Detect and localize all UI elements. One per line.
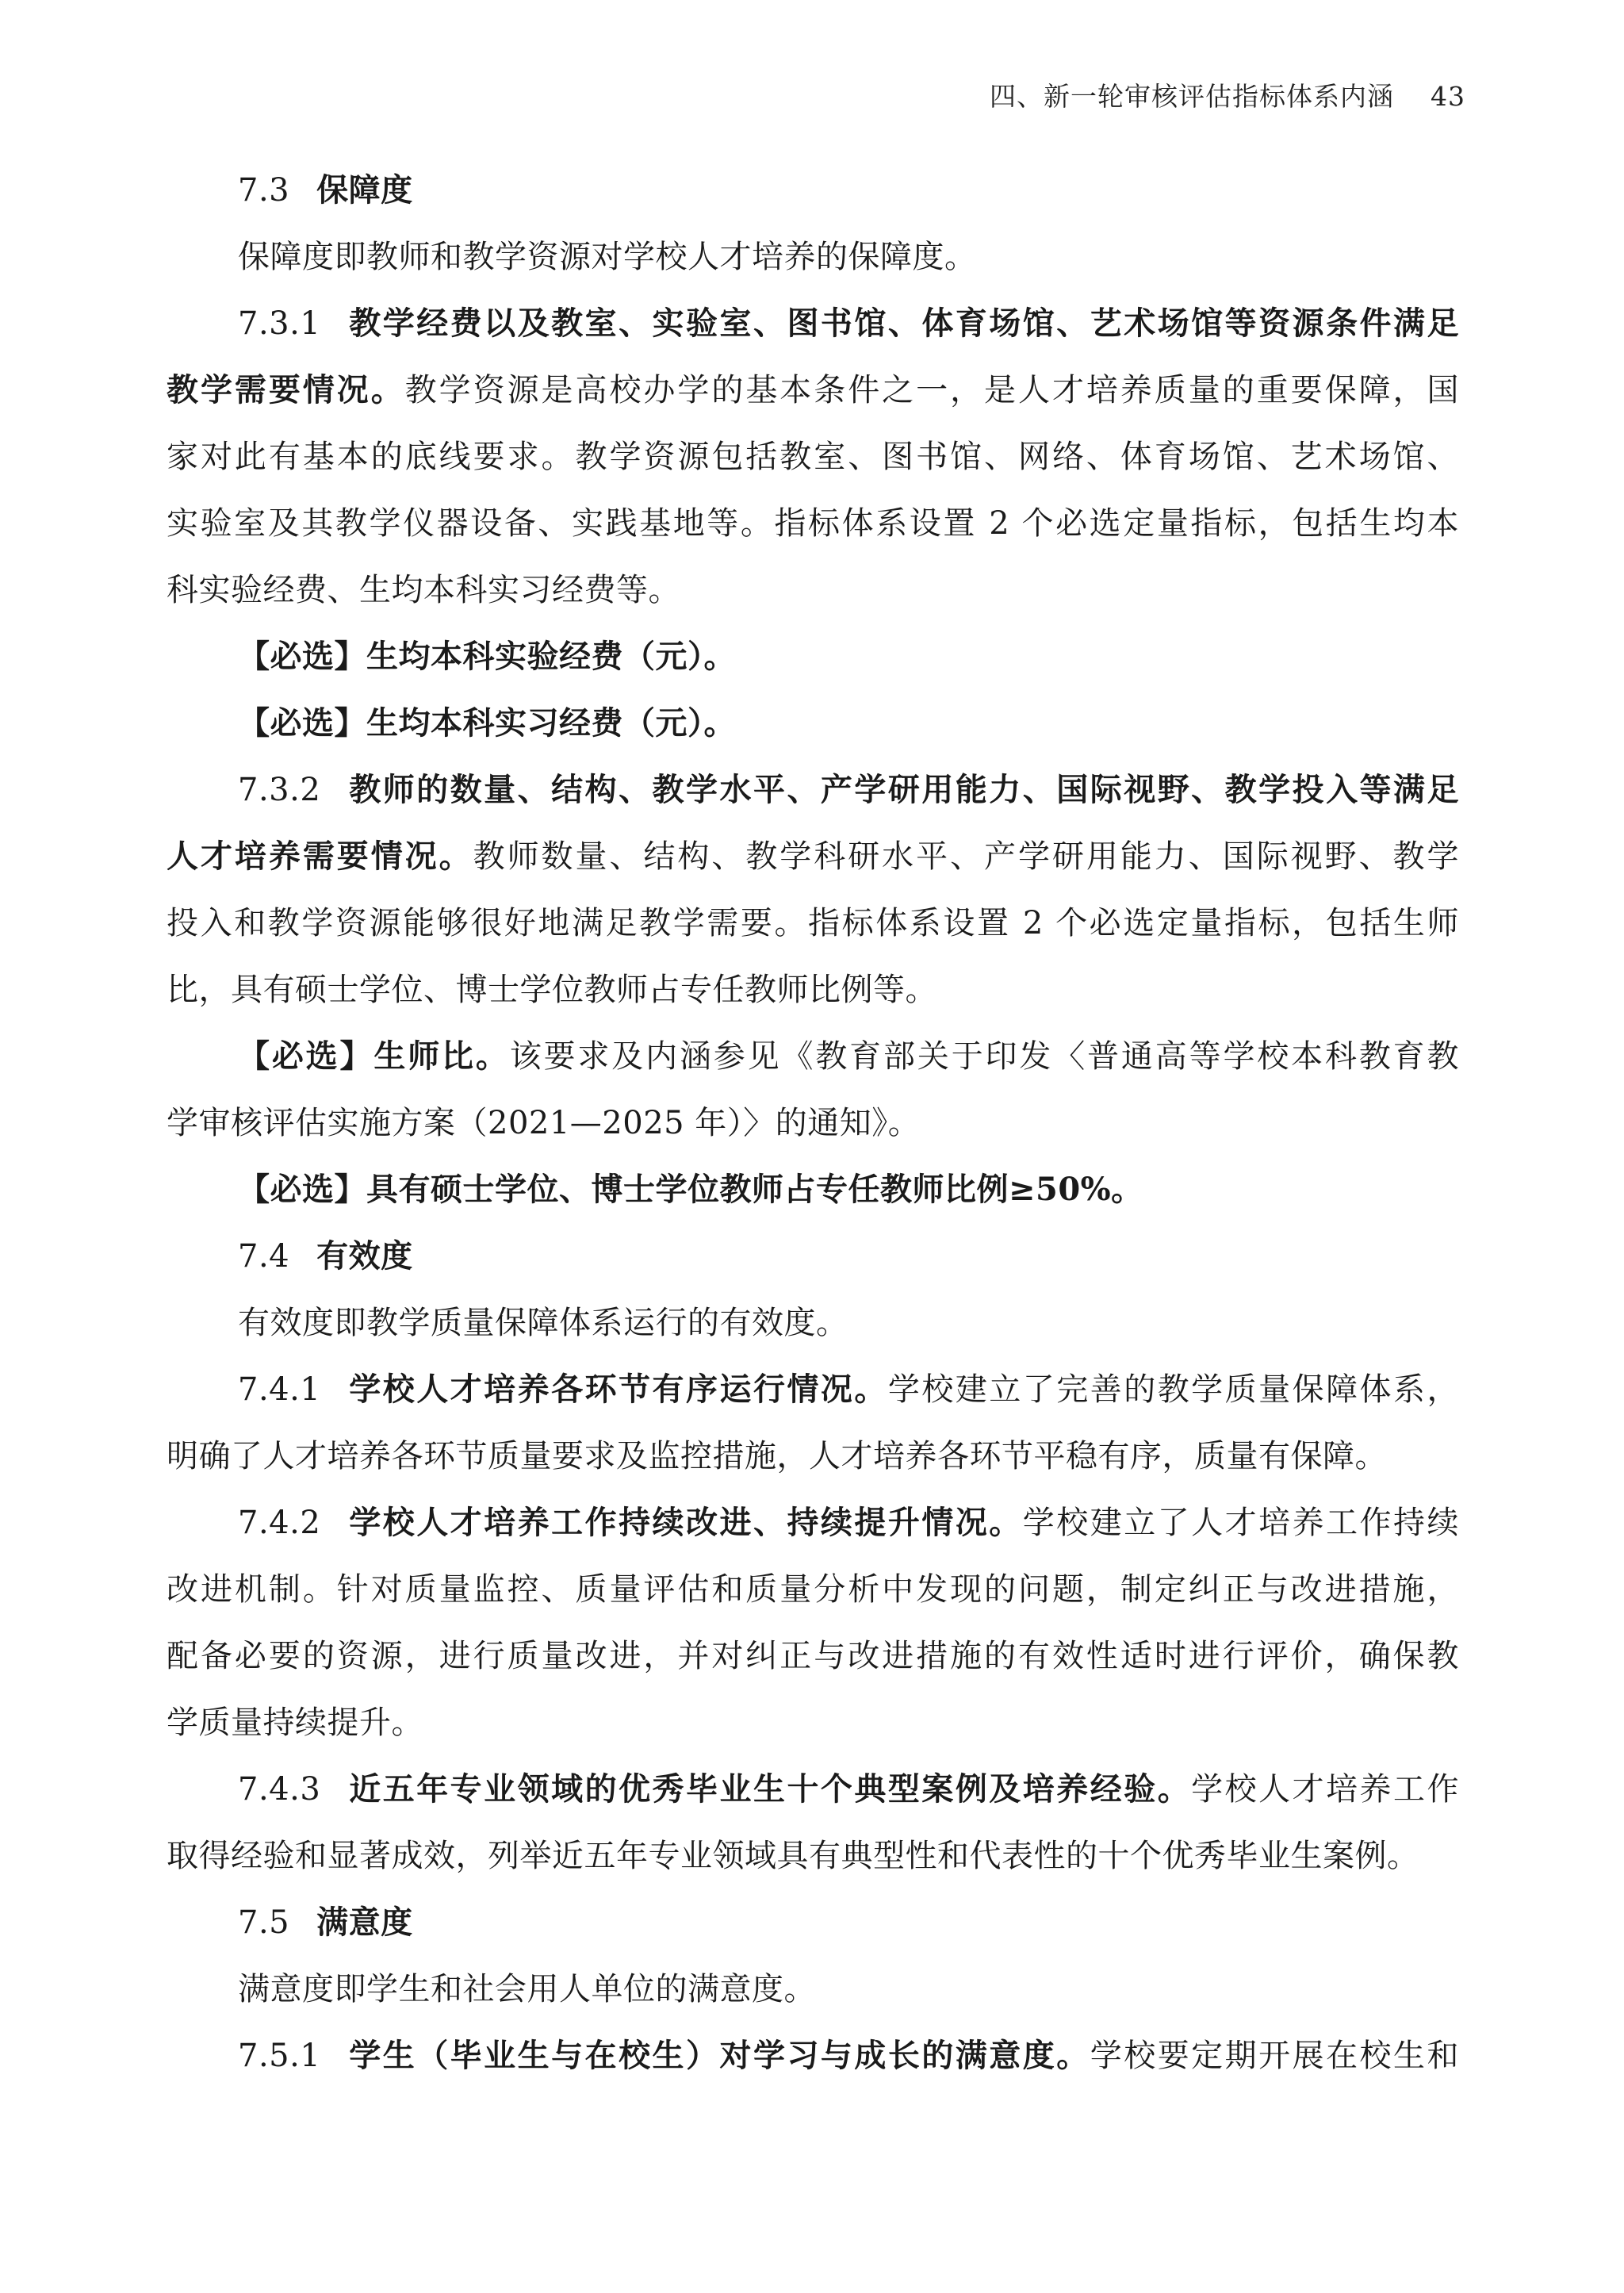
required-indicator: 【必选】具有硕士学位、博士学位教师占专任教师比例≥50%。 xyxy=(238,1171,1143,1208)
page-content xyxy=(167,157,1459,2089)
paragraph-text: 教学资源是高校办学的基本条件之一，是人才培养质量的重要保障，国 xyxy=(404,372,1460,408)
subsection-7-5-1 xyxy=(167,2023,1459,2089)
subsection-7-4-2 xyxy=(167,1490,1459,1556)
subsection-heading: 学校人才培养各环节有序运行情况。 xyxy=(347,1371,888,1408)
required-indicator: 【必选】生均本科实验经费（元）。 xyxy=(238,638,736,675)
paragraph-line: 学审核评估实施方案（2021—2025 年）〉的通知》。 xyxy=(167,1105,921,1141)
section-title: 保障度 xyxy=(316,171,413,209)
paragraph-line: 改进机制。针对质量监控、质量评估和质量分析中发现的问题，制定纠正与改进措施， xyxy=(167,1571,1459,1608)
subsection-number: 7.5.1 xyxy=(238,2038,321,2074)
subsection-number: 7.3.2 xyxy=(238,772,321,808)
section-heading-7-4 xyxy=(167,1223,1459,1290)
subsection-7-3-1-line-1 xyxy=(167,290,1459,357)
paragraph-text: 学校建立了完善的教学质量保障体系， xyxy=(887,1371,1460,1408)
subsection-heading: 教学经费以及教室、实验室、图书馆、体育场馆、艺术场馆等资源条件满足 xyxy=(347,305,1459,342)
section-title: 满意度 xyxy=(316,1904,413,1941)
section-heading-7-3 xyxy=(167,157,1459,224)
paragraph: 有效度即教学质量保障体系运行的有效度。 xyxy=(238,1305,848,1341)
subsection-number: 7.4.2 xyxy=(238,1505,321,1541)
required-indicator xyxy=(167,1023,1459,1090)
paragraph-line: 实验室及其教学仪器设备、实践基地等。指标体系设置 2 个必选定量指标，包括生均本 xyxy=(167,505,1459,542)
required-text: 该要求及内涵参见《教育部关于印发〈普通高等学校本科教育教 xyxy=(509,1038,1460,1075)
subsection-heading-cont: 教学需要情况。 xyxy=(167,371,405,408)
subsection-heading: 学生（毕业生与在校生）对学习与成长的满意度。 xyxy=(347,2037,1090,2074)
paragraph-text: 学校要定期开展在校生和 xyxy=(1090,2038,1460,2074)
paragraph-line: 明确了人才培养各环节质量要求及监控措施，人才培养各环节平稳有序，质量有保障。 xyxy=(167,1438,1387,1474)
required-indicator: 【必选】生均本科实习经费（元）。 xyxy=(238,704,736,742)
section-number: 7.4 xyxy=(238,1238,290,1275)
section-title: 有效度 xyxy=(316,1237,413,1275)
subsection-7-4-3 xyxy=(167,1756,1459,1823)
subsection-number: 7.3.1 xyxy=(238,305,321,342)
section-number: 7.3 xyxy=(238,172,290,209)
subsection-heading: 近五年专业领域的优秀毕业生十个典型案例及培养经验。 xyxy=(347,1770,1192,1808)
paragraph-line: 科实验经费、生均本科实习经费等。 xyxy=(167,572,680,608)
paragraph-text: 教师数量、结构、教学科研水平、产学研用能力、国际视野、教学 xyxy=(473,838,1460,875)
running-header xyxy=(990,76,1465,113)
paragraph-line xyxy=(167,823,1459,890)
paragraph-line: 取得经验和显著成效，列举近五年专业领域具有典型性和代表性的十个优秀毕业生案例。 xyxy=(167,1838,1419,1874)
page-number: 43 xyxy=(1431,81,1465,112)
subsection-7-4-1 xyxy=(167,1356,1459,1423)
paragraph: 保障度即教师和教学资源对学校人才培养的保障度。 xyxy=(238,239,977,275)
subsection-heading: 教师的数量、结构、教学水平、产学研用能力、国际视野、教学投入等满足 xyxy=(347,771,1459,808)
subsection-number: 7.4.3 xyxy=(238,1771,321,1808)
paragraph-line: 投入和教学资源能够很好地满足教学需要。指标体系设置 2 个必选定量指标，包括生师 xyxy=(167,905,1459,941)
chapter-title: 四、新一轮审核评估指标体系内涵 xyxy=(990,81,1394,112)
paragraph-text: 学校人才培养工作 xyxy=(1191,1771,1460,1808)
paragraph-line: 家对此有基本的底线要求。教学资源包括教室、图书馆、网络、体育场馆、艺术场馆、 xyxy=(167,439,1459,475)
subsection-heading-cont: 人才培养需要情况。 xyxy=(167,838,473,875)
paragraph: 满意度即学生和社会用人单位的满意度。 xyxy=(238,1971,816,2007)
subsection-7-3-2-line-1 xyxy=(167,757,1459,823)
paragraph-text: 学校建立了人才培养工作持续 xyxy=(1022,1505,1460,1541)
subsection-number: 7.4.1 xyxy=(238,1371,321,1408)
paragraph-line xyxy=(167,357,1459,424)
subsection-heading: 学校人才培养工作持续改进、持续提升情况。 xyxy=(347,1504,1023,1541)
paragraph-line: 配备必要的资源，进行质量改进，并对纠正与改进措施的有效性适时进行评价，确保教 xyxy=(167,1638,1459,1674)
paragraph-line: 学质量持续提升。 xyxy=(167,1704,423,1741)
section-number: 7.5 xyxy=(238,1904,290,1941)
required-label: 【必选】生师比。 xyxy=(238,1037,510,1075)
paragraph-line: 比，具有硕士学位、博士学位教师占专任教师比例等。 xyxy=(167,972,937,1008)
section-heading-7-5 xyxy=(167,1889,1459,1956)
